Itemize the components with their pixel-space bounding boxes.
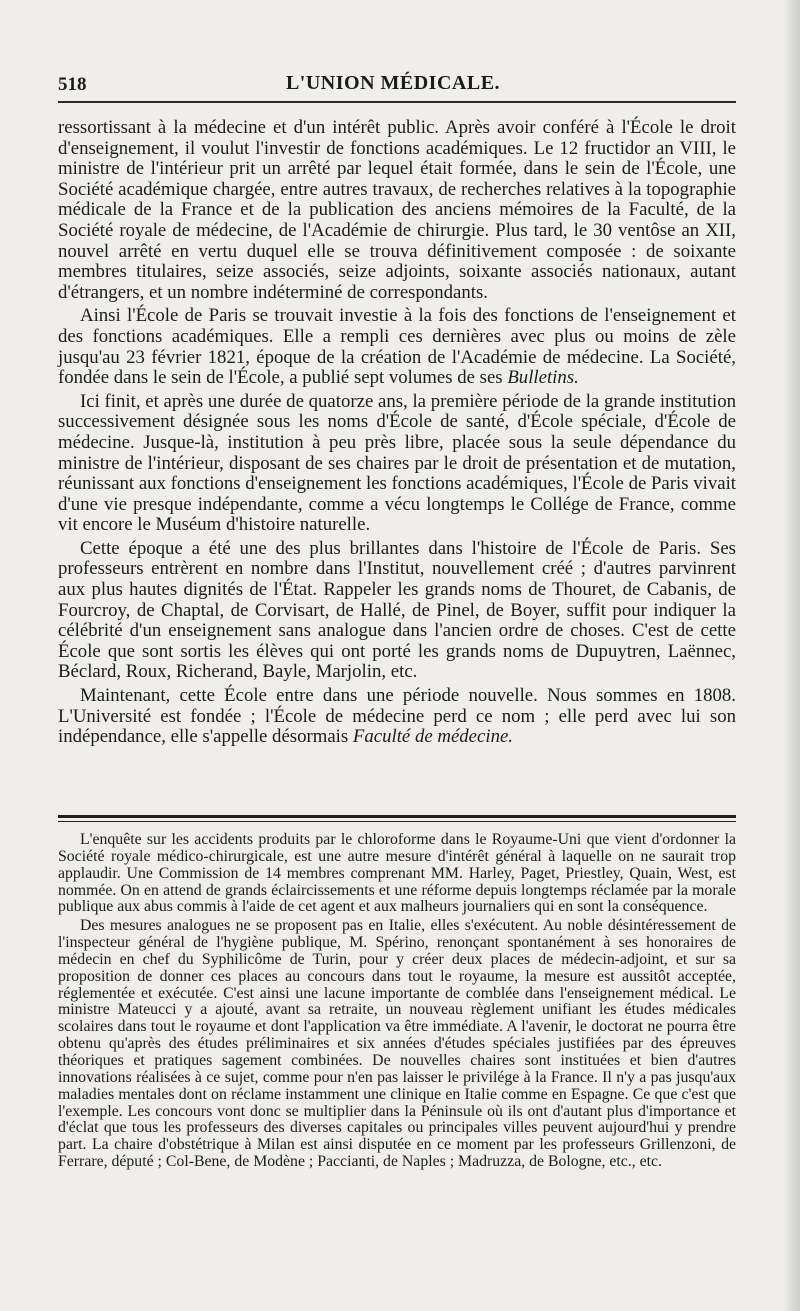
- notes-paragraph-1: L'enquête sur les accidents produits par le chloroforme dans le Royaume-Uni que vient d'ordonner la Société royale médico-chirurgicale, est une autre mesure d'intérêt général à laquelle on ne saurait trop applaudir. Une Commission de 14 membres comprenant MM. Harley, Paget, Priestley, Quain, West, est nommée. On en attend de grands éclaircissements et une réforme depuis longtemps réclamée par la morale publique aux abus commis à l'aide de cet agent et aux malheurs journaliers qui en sont la conséquence.: [58, 831, 736, 916]
- main-paragraph-4: Cette époque a été une des plus brillantes dans l'histoire de l'École de Paris. Ses professeurs entrèrent en nombre dans l'Institut, nouvellement créé ; d'autres parvinrent aux plus hautes dignités de l'État. Rappeler les grands noms de Thouret, de Cabanis, de Fourcroy, de Chaptal, de Corvisart, de Hallé, de Pinel, de Boyer, suffit pour indiquer la célébrité d'un enseignement sans analogue dans l'ancien ordre de choses. C'est de cette École que sont sortis les élèves qui ont porté les grands noms de Dupuytren, Laënnec, Béclard, Roux, Richerand, Bayle, Marjolin, etc.: [58, 537, 736, 683]
- page-number: 518: [58, 74, 87, 95]
- main-paragraph-3: Ici finit, et après une durée de quatorze ans, la première période de la grande institution successivement désignée sous les noms d'École de santé, d'École spéciale, d'École de médecine. Jusque-là, institution à peu près libre, placée sous la seule dépendance du ministre de l'intérieur, disposant de ses chaires par le droit de présentation et de mutation, réunissant aux fonctions d'enseignement les fonctions académiques, l'École de Paris vivait d'une vie presque indépendante, comme a vécu longtemps le Collége de France, comme vit encore le Muséum d'histoire naturelle.: [58, 390, 737, 536]
- section-divider: [58, 815, 736, 822]
- main-paragraph-1: ressortissant à la médecine et d'un intérêt public. Après avoir conféré à l'École le droit d'enseignement, il voulut l'investir de fonctions académiques. Le 12 fructidor an VIII, le ministre de l'intérieur prit un arrêté par lequel était formée, dans le sein de l'École, une Société académique chargée, entre autres travaux, de recherches relatives à la topographie médicale de la France et de la publication des anciens mémoires de la Faculté, de la Société royale de médecine, de l'Académie de chirurgie. Plus tard, le 30 ventôse an XII, nouvel arrêté en vertu duquel elle se trouva définitivement composée : de soixante membres titulaires, seize associés, seize adjoints, soixante associés nationaux, autant d'étrangers, et un nombre indéterminé de correspondants.: [58, 117, 736, 303]
- main-paragraph-5: [58, 686, 736, 748]
- main-paragraph-5-text: Maintenant, cette École entre dans une période nouvelle. Nous sommes en 1808. L'Université est fondée ; l'École de médecine perd ce nom ; elle perd avec lui son indépendance, elle s'appelle désormais: [58, 685, 736, 748]
- main-paragraph-2-text: Ainsi l'École de Paris se trouvait investie à la fois des fonctions de l'enseignement et des fonctions académiques. Elle a rempli ces dernières avec plus ou moins de zèle jusqu'au 23 février 1821, époque de la création de l'Académie de médecine. La Société, fondée dans le sein de l'École, a publié sept volumes de ses: [58, 305, 736, 389]
- header-rule: [58, 101, 736, 103]
- notes-section: [58, 832, 736, 1173]
- main-text: [58, 118, 736, 751]
- page-header: [58, 72, 728, 100]
- running-title: L'UNION MÉDICALE.: [285, 72, 501, 94]
- faculte-italic: Faculté de médecine.: [352, 726, 513, 748]
- page-edge-shadow: [782, 0, 800, 1311]
- main-paragraph-2: [58, 306, 736, 388]
- notes-paragraph-2: Des mesures analogues ne se proposent pas en Italie, elles s'exécutent. Au noble désintéressement de l'inspecteur général de l'hygiène publique, M. Spérino, renonçant spontanément à ses honoraires de médecin en chef du Syphilicôme de Turin, pour y créer deux places de médecin-adjoint, et sur sa proposition de donner ces places au concours dans tout le royaume, la mesure est aussitôt acceptée, réglementée et exécutée. C'est ainsi une lacune importante de comblée dans l'enseignement médical. Le ministre Mateucci y a ajouté, avant sa retraite, un nouveau règlement unifiant les études médicales scolaires dans tout le royaume et dont l'application va être immédiate. A l'avenir, le doctorat ne pourra être obtenu qu'après des études préliminaires et six années d'études spéciales justifiées par des épreuves théoriques et pratiques sagement combinées. De nouvelles chaires sont instituées et bien d'autres innovations réalisées à ce sujet, comme pour n'en pas laisser le privilége à la France. Il n'y a pas jusqu'aux maladies mentales dont on réclame instamment une clinique en Italie comme en Espagne. Ce que c'est que l'exemple. Les concours vont donc se multiplier dans la Péninsule où ils ont d'autant plus d'importance et d'éclat que tous les professeurs des diverses capitales ou principales villes peuvent aujourd'hui y prendre part. La chaire d'obstétrique à Milan est ainsi disputée en ce moment par les professeurs Grillenzoni, de Ferrare, député ; Col-Bene, de Modène ; Paccianti, de Naples ; Madruzza, de Bologne, etc., etc.: [58, 917, 736, 1171]
- bulletins-italic: Bulletins.: [507, 367, 579, 389]
